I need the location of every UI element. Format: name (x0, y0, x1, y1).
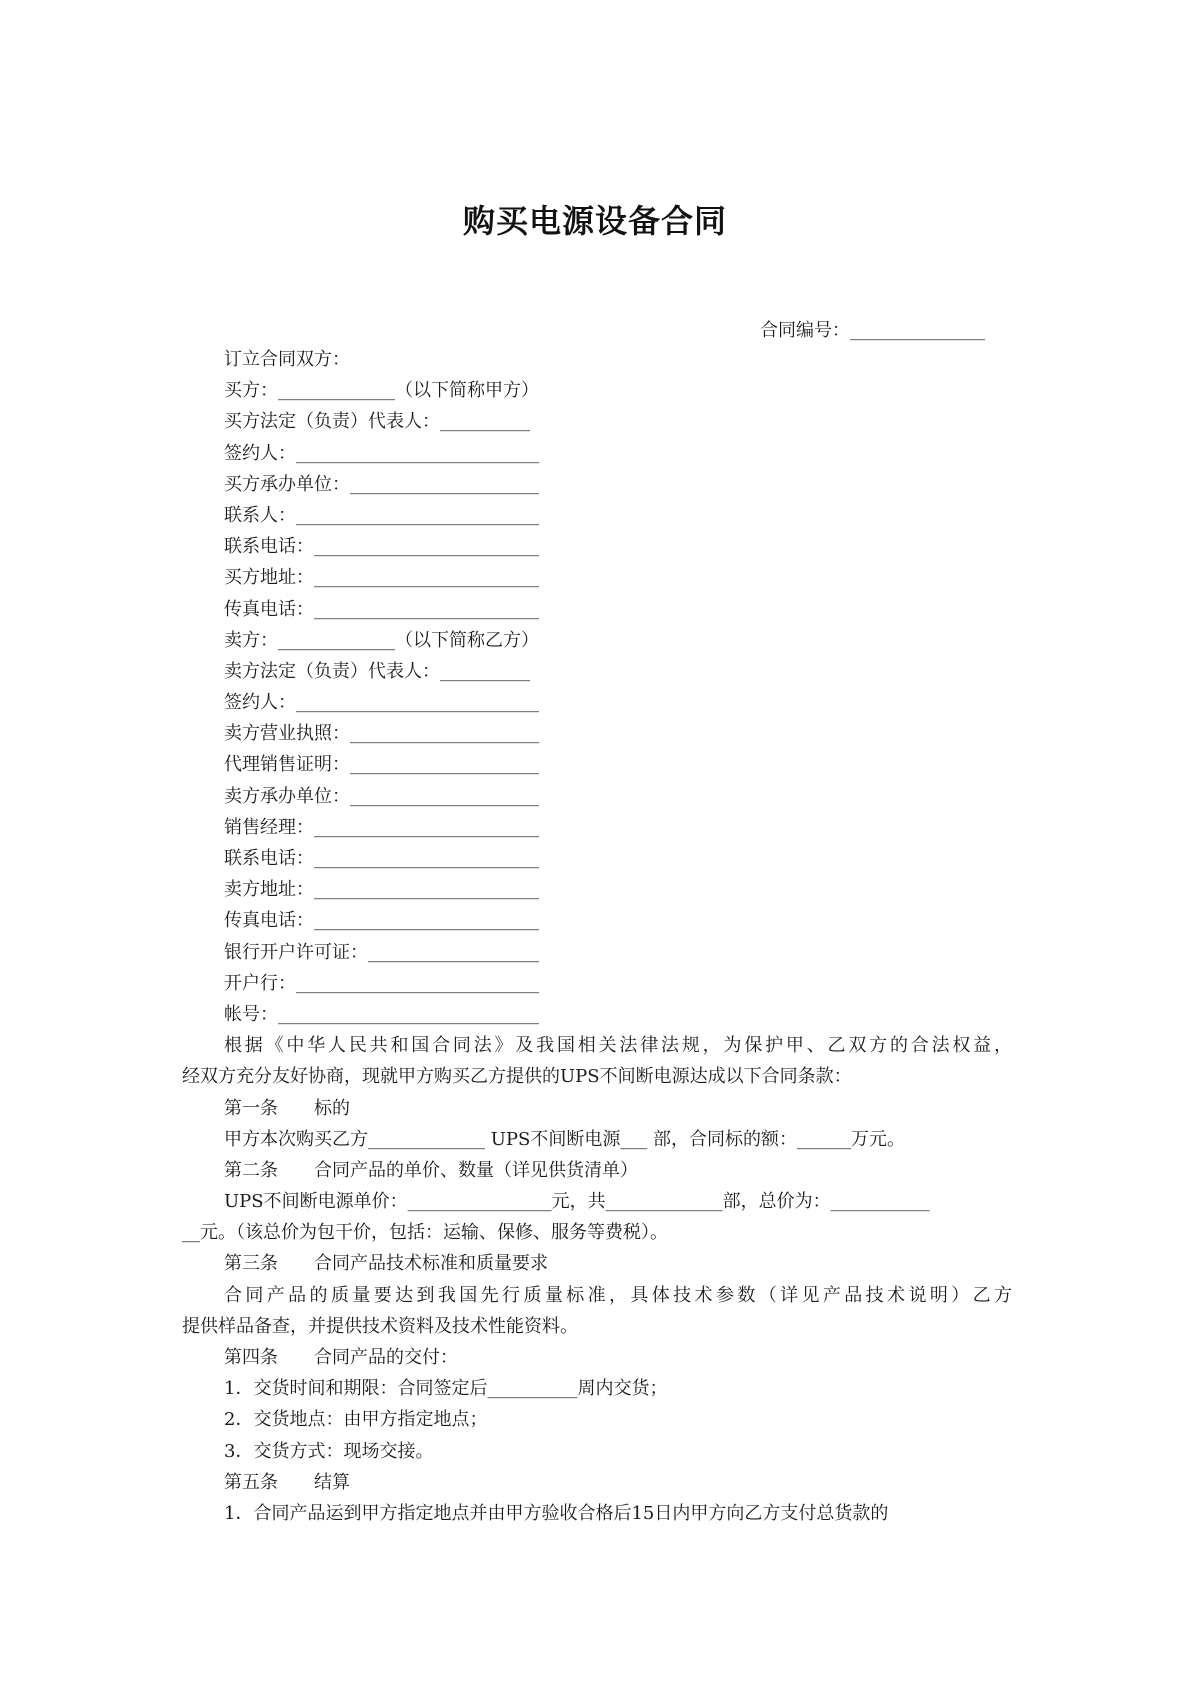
seller-phone-line: 联系电话：_________________________ (224, 848, 539, 869)
intro-paragraph-line2: 经双方充分友好协商，现就甲方购买乙方提供的UPS不间断电源达成以下合同条款： (182, 1066, 852, 1088)
article2-heading: 第二条 合同产品的单价、数量（详见供货清单） (224, 1159, 638, 1181)
seller-manager-line: 销售经理：_________________________ (224, 816, 539, 838)
article4-heading: 第四条 合同产品的交付： (224, 1347, 458, 1368)
article4-item1: 1．交货时间和期限：合同签定后__________周内交货； (224, 1378, 668, 1400)
account-line: 帐号：_____________________________ (224, 1003, 539, 1025)
article4-item3: 3．交货方式：现场交接。 (224, 1440, 434, 1462)
seller-representative-line: 卖方法定（负责）代表人：__________ (224, 660, 530, 682)
article3-heading: 第三条 合同产品技术标准和质量要求 (224, 1253, 548, 1275)
seller-signatory-line: 签约人：___________________________ (224, 692, 539, 714)
buyer-unit-line: 买方承办单位：_____________________ (224, 473, 539, 495)
article5-item1: 1．合同产品运到甲方指定地点并由甲方验收合格后15日内甲方向乙方支付总货款的 (224, 1502, 889, 1524)
article2-text-line2: __元。（该总价为包干价，包括：运输、保修、服务等费税）。 (182, 1222, 668, 1244)
document-title: 购买电源设备合同 (462, 202, 727, 240)
document-body (182, 344, 1012, 1529)
article5-heading: 第五条 结算 (224, 1471, 350, 1493)
article1-text: 甲方本次购买乙方_____________ UPS不间断电源___ 部，合同标的额：______万元。 (224, 1128, 906, 1150)
article3-text-line2: 提供样品备查，并提供技术资料及技术性能资料。 (182, 1315, 578, 1337)
seller-agency-proof-line: 代理销售证明：_____________________ (224, 754, 539, 776)
buyer-representative-line: 买方法定（负责）代表人：__________ (224, 411, 530, 433)
buyer-fax-line: 传真电话：_________________________ (224, 598, 539, 620)
seller-line: 卖方：_____________（以下简称乙方） (224, 629, 539, 651)
seller-unit-line: 卖方承办单位：_____________________ (224, 785, 539, 807)
buyer-line: 买方：_____________（以下简称甲方） (224, 380, 539, 402)
buyer-phone-line: 联系电话：_________________________ (224, 536, 539, 558)
buyer-signatory-line: 签约人：___________________________ (224, 442, 539, 464)
seller-address-line: 卖方地址：_________________________ (224, 879, 539, 901)
intro-paragraph-line1: 根据《中华人民共和国合同法》及我国相关法律法规，为保护甲、乙双方的合法权益， (224, 1035, 1012, 1057)
buyer-address-line: 买方地址：_________________________ (224, 567, 539, 589)
bank-name-line: 开户行：___________________________ (224, 972, 539, 994)
buyer-contact-line: 联系人：___________________________ (224, 504, 539, 526)
bank-permit-line: 银行开户许可证：___________________ (224, 941, 539, 963)
parties-heading: 订立合同双方： (224, 349, 350, 370)
article3-text-line1: 合同产品的质量要达到我国先行质量标准，具体技术参数（详见产品技术说明）乙方 (224, 1284, 1012, 1306)
contract-number: 合同编号：_______________ (760, 320, 985, 341)
article1-heading: 第一条 标的 (224, 1097, 350, 1119)
seller-license-line: 卖方营业执照：_____________________ (224, 723, 539, 745)
article4-item2: 2．交货地点：由甲方指定地点； (224, 1409, 488, 1431)
seller-fax-line: 传真电话：_________________________ (224, 910, 539, 932)
article2-text-line1: UPS不间断电源单价：________________元，共_____________部，总价为：___________ (224, 1191, 930, 1213)
